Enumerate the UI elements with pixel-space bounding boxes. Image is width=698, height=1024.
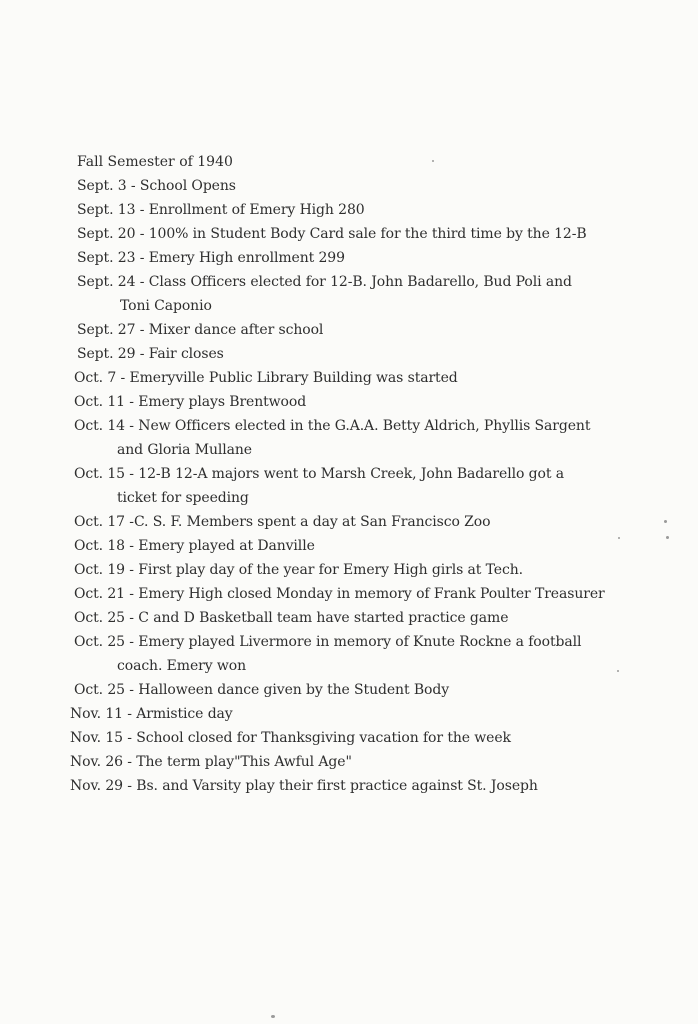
entry-continuation-line: and Gloria Mullane bbox=[117, 442, 252, 458]
calendar-entry bbox=[70, 726, 511, 750]
entry-line: Oct. 19 - First play day of the year for Emery High girls at Tech. bbox=[74, 562, 523, 578]
calendar-entry bbox=[74, 510, 490, 534]
calendar-entry bbox=[74, 390, 306, 414]
entry-line: Sept. 3 - School Opens bbox=[77, 178, 236, 194]
entry-line: Oct. 17 -C. S. F. Members spent a day at San Francisco Zoo bbox=[74, 514, 491, 530]
print-speck bbox=[432, 160, 434, 162]
entry-continuation-line: ticket for speeding bbox=[117, 490, 249, 506]
calendar-entry bbox=[74, 462, 564, 510]
entry-line: Sept. 27 - Mixer dance after school bbox=[77, 322, 324, 338]
print-speck bbox=[271, 1015, 275, 1018]
entry-line: Oct. 25 - Emery played Livermore in memory of Knute Rockne a football bbox=[74, 634, 582, 650]
print-speck bbox=[618, 537, 620, 539]
calendar-entry bbox=[77, 198, 365, 222]
semester-heading: Fall Semester of 1940 bbox=[77, 154, 233, 170]
entry-line: Sept. 23 - Emery High enrollment 299 bbox=[77, 250, 345, 266]
print-speck bbox=[664, 520, 667, 523]
entry-line: Oct. 25 - C and D Basketball team have started practice game bbox=[74, 610, 509, 626]
calendar-entry bbox=[70, 774, 538, 798]
entry-line: Nov. 11 - Armistice day bbox=[70, 706, 233, 722]
calendar-entry bbox=[74, 558, 523, 582]
calendar-entry bbox=[77, 222, 587, 246]
calendar-entry bbox=[74, 678, 449, 702]
calendar-entry bbox=[77, 246, 345, 270]
calendar-entry bbox=[77, 318, 323, 342]
entry-continuation-line: coach. Emery won bbox=[117, 658, 247, 674]
calendar-entry bbox=[70, 702, 233, 726]
calendar-entry bbox=[74, 414, 590, 462]
entry-line: Sept. 13 - Enrollment of Emery High 280 bbox=[77, 202, 365, 218]
calendar-entry bbox=[74, 630, 581, 678]
entry-line: Oct. 14 - New Officers elected in the G.A.A. Betty Aldrich, Phyllis Sargent bbox=[74, 418, 591, 434]
entry-line: Sept. 24 - Class Officers elected for 12-B. John Badarello, Bud Poli and bbox=[77, 274, 572, 290]
entry-line: Nov. 29 - Bs. and Varsity play their first practice against St. Joseph bbox=[70, 778, 538, 794]
entry-line: Oct. 21 - Emery High closed Monday in memory of Frank Poulter Treasurer bbox=[74, 586, 605, 602]
entry-line: Oct. 18 - Emery played at Danville bbox=[74, 538, 315, 554]
entry-line: Oct. 11 - Emery plays Brentwood bbox=[74, 394, 307, 410]
print-speck bbox=[666, 536, 669, 539]
calendar-entry bbox=[70, 750, 352, 774]
calendar-entry bbox=[74, 606, 508, 630]
entry-line: Nov. 15 - School closed for Thanksgiving vacation for the week bbox=[70, 730, 511, 746]
entry-continuation-line: Toni Caponio bbox=[120, 298, 212, 314]
entry-line: Oct. 15 - 12-B 12-A majors went to Marsh Creek, John Badarello got a bbox=[74, 466, 564, 482]
calendar-entry bbox=[77, 270, 572, 318]
calendar-entry bbox=[74, 582, 605, 606]
calendar-entry bbox=[74, 366, 458, 390]
entry-line: Oct. 7 - Emeryville Public Library Building was started bbox=[74, 370, 458, 386]
entry-line: Sept. 29 - Fair closes bbox=[77, 346, 224, 362]
entry-line: Nov. 26 - The term play"This Awful Age" bbox=[70, 754, 352, 770]
entry-line: Sept. 20 - 100% in Student Body Card sale for the third time by the 12-B bbox=[77, 226, 587, 242]
print-speck bbox=[617, 670, 619, 672]
calendar-entry bbox=[77, 342, 224, 366]
entry-line: Oct. 25 - Halloween dance given by the Student Body bbox=[74, 682, 450, 698]
calendar-entry bbox=[74, 534, 315, 558]
calendar-entry bbox=[77, 174, 236, 198]
